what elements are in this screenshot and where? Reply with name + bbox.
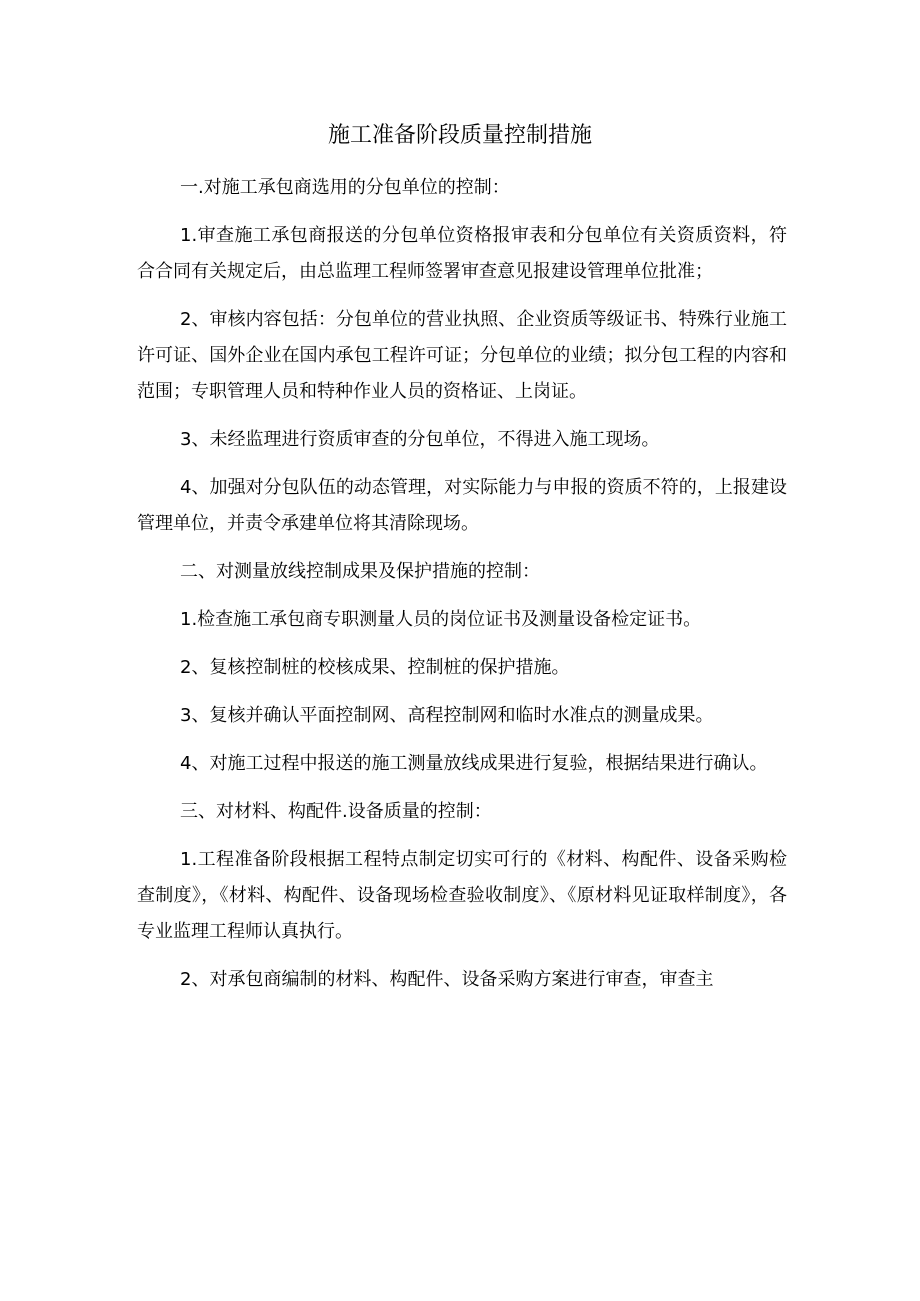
paragraph: 3、未经监理进行资质审查的分包单位，不得进入施工现场。 bbox=[180, 429, 660, 450]
paragraph: 2、审核内容包括：分包单位的营业执照、企业资质等级证书、特殊行业施工许可证、国外企业在国内承包工程许可证；分包单位的业绩；拟分包工程的内容和范围；专职管理人员和特种作业人员的资格证、上岗证。 bbox=[137, 309, 787, 402]
paragraph: 3、复核并确认平面控制网、高程控制网和临时水准点的测量成果。 bbox=[180, 705, 714, 726]
paragraph: 1.检查施工承包商专职测量人员的岗位证书及测量设备检定证书。 bbox=[180, 609, 702, 630]
paragraph: 2、对承包商编制的材料、构配件、设备采购方案进行审查，审查主 bbox=[180, 969, 714, 990]
paragraph: 4、加强对分包队伍的动态管理，对实际能力与申报的资质不符的，上报建设管理单位，并责令承建单位将其清除现场。 bbox=[137, 477, 787, 534]
document-title: 施工准备阶段质量控制措施 bbox=[327, 123, 592, 148]
section-heading-2: 二、对测量放线控制成果及保护措施的控制： bbox=[180, 561, 540, 582]
paragraph: 2、复核控制桩的校核成果、控制桩的保护措施。 bbox=[180, 657, 570, 678]
paragraph: 1.工程准备阶段根据工程特点制定切实可行的《材料、构配件、设备采购检查制度》，《材料、构配件、设备现场检查验收制度》、《原材料见证取样制度》，各专业监理工程师认真执行。 bbox=[137, 849, 787, 942]
section-heading-1: 一.对施工承包商选用的分包单位的控制： bbox=[180, 177, 510, 198]
paragraph: 4、对施工过程中报送的施工测量放线成果进行复验，根据结果进行确认。 bbox=[180, 753, 768, 774]
section-heading-3: 三、对材料、构配件.设备质量的控制： bbox=[180, 801, 492, 822]
document-body bbox=[137, 170, 787, 1010]
paragraph: 1.审查施工承包商报送的分包单位资格报审表和分包单位有关资质资料，符合合同有关规定后，由总监理工程师签署审查意见报建设管理单位批准； bbox=[137, 225, 787, 282]
